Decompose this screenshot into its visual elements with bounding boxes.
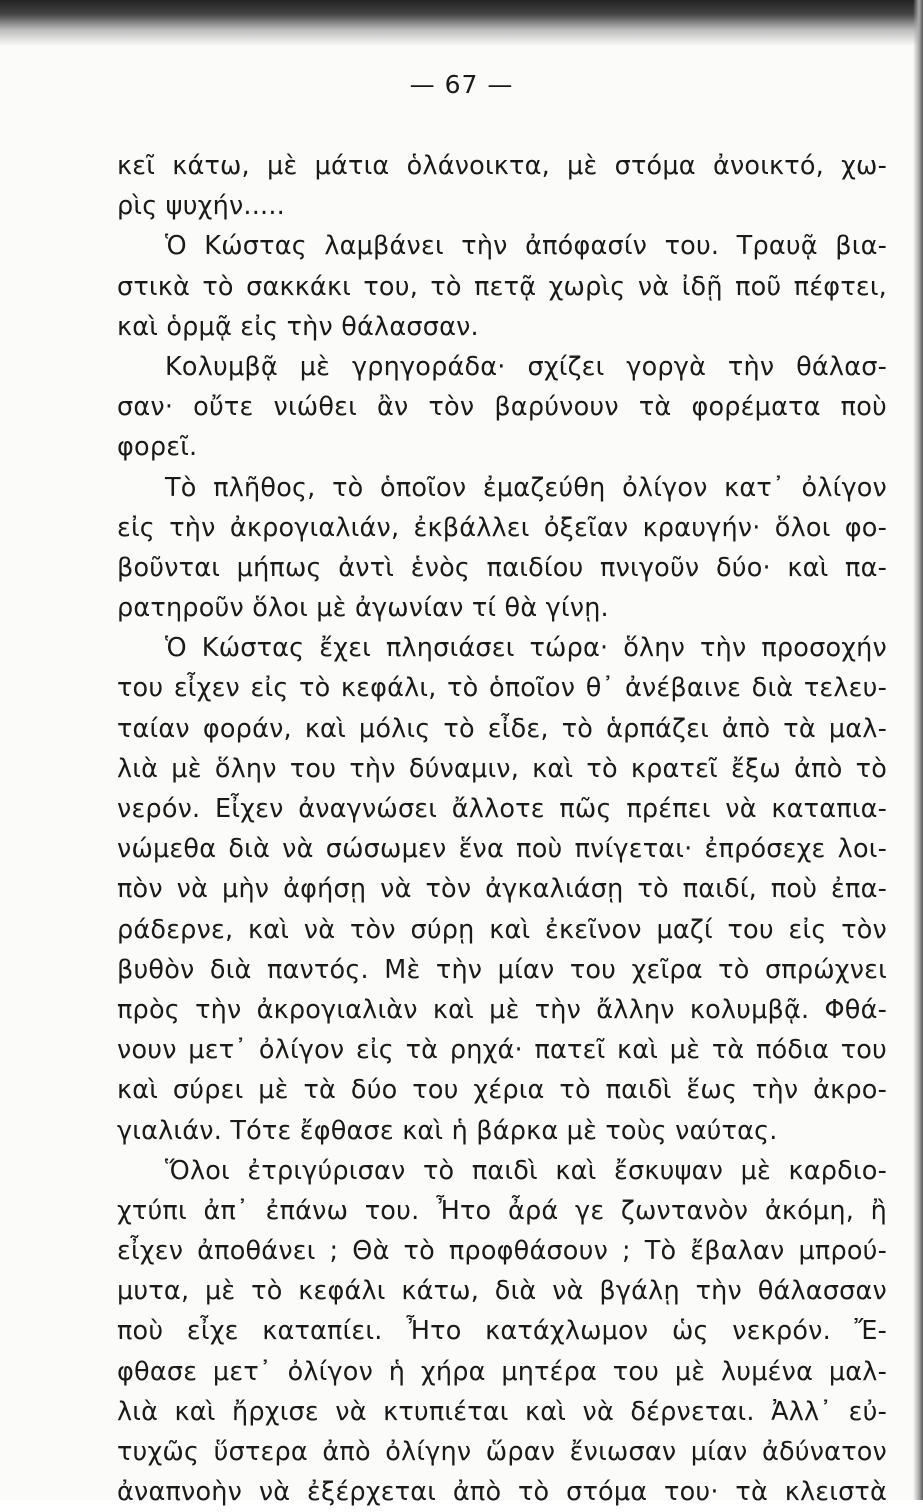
text-line-content: Ὅλοι ἐτριγύρισαν τὸ παιδὶ καὶ ἔσκυψαν μὲ καρδιο- bbox=[165, 1155, 887, 1186]
text-line bbox=[117, 1070, 887, 1110]
text-line bbox=[117, 267, 887, 307]
text-line-content: τυχῶς ὕστερα ἀπὸ ὀλίγην ὥραν ἔνιωσαν μίαν ἀδύνατον bbox=[117, 1437, 887, 1467]
text-line bbox=[117, 468, 887, 508]
text-line bbox=[117, 990, 887, 1030]
text-line bbox=[117, 910, 887, 950]
text-line-content: Κολυμβᾷ μὲ γρηγοράδα· σχίζει γοργὰ τὴν θάλασ- bbox=[165, 351, 887, 382]
text-line-content: μυτα, μὲ τὸ κεφάλι κάτω, διὰ νὰ βγάλῃ τὴν θάλασσαν bbox=[117, 1276, 887, 1307]
text-line-content: ράδερνε, καὶ νὰ τὸν σύρῃ καὶ ἐκεῖνον μαζί του εἰς τὸν bbox=[117, 914, 887, 945]
text-line-content: νουν μετ᾿ ὀλίγον εἰς τὰ ρηχά· πατεῖ καὶ μὲ τὰ πόδια του bbox=[117, 1035, 887, 1066]
text-line bbox=[117, 1392, 887, 1432]
text-line-content: εἰς τὴν ἀκρογιαλιάν, ἐκβάλλει ὀξεῖαν κραυγήν· ὅλοι φο- bbox=[117, 512, 887, 543]
text-line bbox=[117, 146, 887, 186]
text-line bbox=[117, 186, 887, 226]
text-line-content: Τὸ πλῆθος, τὸ ὁποῖον ἐμαζεύθη ὀλίγον κατ᾿ ὀλίγον bbox=[165, 472, 887, 503]
text-line bbox=[117, 1231, 887, 1271]
text-line bbox=[117, 347, 887, 387]
text-line bbox=[117, 226, 887, 266]
text-line bbox=[117, 1352, 887, 1392]
text-line-content: πὸν νὰ μὴν ἀφήσῃ νὰ τὸν ἀγκαλιάσῃ τὸ παιδί, ποὺ ἐπα- bbox=[117, 874, 887, 905]
text-line bbox=[117, 508, 887, 548]
text-line-content: ρὶς ψυχήν..... bbox=[117, 191, 285, 222]
text-line bbox=[117, 1191, 887, 1231]
text-line-content: Ὁ Κώστας ἔχει πλησιάσει τώρα· ὅλην τὴν προσοχήν bbox=[165, 633, 887, 664]
text-line bbox=[117, 548, 887, 588]
text-line-content: πρὸς τὴν ἀκρογιαλιὰν καὶ μὲ τὴν ἄλλην κολυμβᾷ. Φθά- bbox=[117, 994, 887, 1025]
text-line-content: λιὰ καὶ ἤρχισε νὰ κτυπιέται καὶ νὰ δέρνεται. Ἀλλ᾿ εὐ- bbox=[117, 1396, 887, 1427]
text-line bbox=[117, 749, 887, 789]
text-line-content: στικὰ τὸ σακκάκι του, τὸ πετᾷ χωρὶς νὰ ἰδῇ ποῦ πέφτει, bbox=[117, 271, 887, 302]
text-line-content: βοῦνται μήπως ἀντὶ ἑνὸς παιδίου πνιγοῦν δύο· καὶ πα- bbox=[117, 552, 887, 583]
text-line bbox=[117, 387, 887, 427]
text-line-content: ποὺ εἶχε καταπίει. Ἦτο κατάχλωμον ὡς νεκρόν. Ἔ- bbox=[117, 1316, 887, 1347]
scan-edge-shadow-right bbox=[913, 0, 923, 1500]
text-line-content: κεῖ κάτω, μὲ μάτια ὁλάνοικτα, μὲ στόμα ἀνοικτό, χω- bbox=[117, 151, 887, 181]
text-line bbox=[117, 709, 887, 749]
text-line bbox=[117, 1472, 887, 1512]
text-line-content: λιὰ μὲ ὅλην του τὴν δύναμιν, καὶ τὸ κρατεῖ ἔξω ἀπὸ τὸ bbox=[117, 753, 887, 784]
text-line-content: ταίαν φοράν, καὶ μόλις τὸ εἶδε, τὸ ἁρπάζει ἀπὸ τὰ μαλ- bbox=[117, 713, 887, 744]
text-line-content: του εἶχεν εἰς τὸ κεφάλι, τὸ ὁποῖον θ᾿ ἀνέβαινε διὰ τελευ- bbox=[117, 673, 887, 704]
text-line-content: σαν· οὔτε νιώθει ἂν τὸν βαρύνουν τὰ φορέματα ποὺ bbox=[117, 392, 887, 423]
text-line-content: Ὁ Κώστας λαμβάνει τὴν ἀπόφασίν του. Τραυᾷ βια- bbox=[165, 231, 887, 262]
body-text bbox=[117, 146, 887, 1512]
text-line-content: καὶ ὁρμᾷ εἰς τὴν θάλασσαν. bbox=[117, 311, 479, 342]
text-line bbox=[117, 1111, 887, 1151]
text-line-content: γιαλιάν. Τότε ἔφθασε καὶ ἡ βάρκα μὲ τοὺς ναύτας. bbox=[117, 1115, 778, 1146]
text-line bbox=[117, 1311, 887, 1351]
text-line bbox=[117, 869, 887, 909]
text-line bbox=[117, 950, 887, 990]
text-line bbox=[117, 628, 887, 668]
text-line bbox=[117, 1271, 887, 1311]
text-line bbox=[117, 668, 887, 708]
page-number: — 67 — bbox=[409, 70, 514, 99]
text-line-content: νώμεθα διὰ νὰ σώσωμεν ἕνα ποὺ πνίγεται· ἐπρόσεχε λοι- bbox=[117, 834, 887, 865]
scan-edge-shadow bbox=[0, 0, 923, 46]
text-line bbox=[117, 307, 887, 347]
text-line-content: βυθὸν διὰ παντός. Μὲ τὴν μίαν του χεῖρα τὸ σπρώχνει bbox=[117, 954, 887, 985]
text-line bbox=[117, 1432, 887, 1472]
text-line-content: ρατηροῦν ὅλοι μὲ ἀγωνίαν τί θὰ γίνῃ. bbox=[117, 593, 609, 624]
text-line-content: χτύπι ἀπ᾿ ἐπάνω του. Ἦτο ἆρά γε ζωντανὸν ἀκόμη, ἢ bbox=[117, 1195, 887, 1226]
text-line-content: φορεῖ. bbox=[117, 432, 198, 463]
text-line bbox=[117, 1151, 887, 1191]
text-line bbox=[117, 789, 887, 829]
text-line bbox=[117, 829, 887, 869]
text-line-content: εἶχεν ἀποθάνει ; Θὰ τὸ προφθάσουν ; Τὸ ἔβαλαν μπρού- bbox=[117, 1236, 887, 1267]
text-line-content: φθασε μετ᾿ ὀλίγον ἡ χήρα μητέρα του μὲ λυμένα μαλ- bbox=[117, 1356, 887, 1387]
text-line bbox=[117, 1030, 887, 1070]
text-line bbox=[117, 588, 887, 628]
text-line bbox=[117, 427, 887, 467]
text-line-content: νερόν. Εἶχεν ἀναγνώσει ἄλλοτε πῶς πρέπει νὰ καταπια- bbox=[117, 794, 887, 824]
text-line-content: καὶ σύρει μὲ τὰ δύο του χέρια τὸ παιδὶ ἕως τὴν ἀκρο- bbox=[117, 1075, 887, 1106]
text-line-content: ἀναπνοὴν νὰ ἐξέρχεται ἀπὸ τὸ στόμα του· τὰ κλειστὰ bbox=[117, 1477, 887, 1508]
